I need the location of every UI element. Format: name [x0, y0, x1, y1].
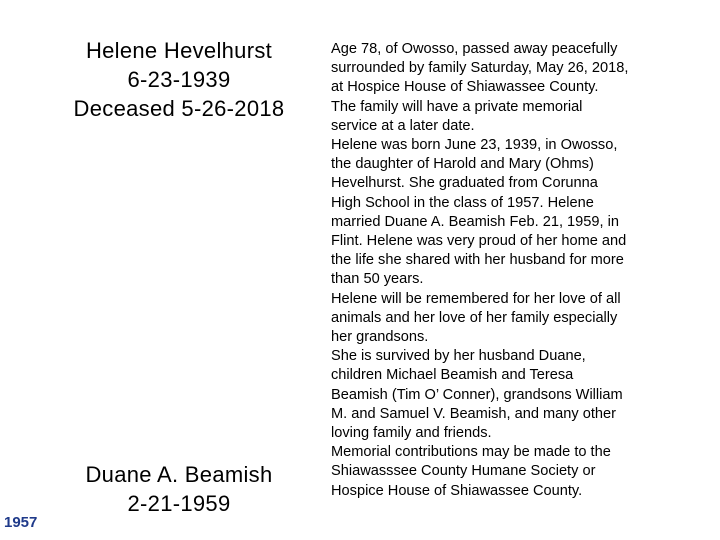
obituary-line: Hevelhurst. She graduated from Corunna	[331, 175, 598, 192]
obituary-line: Beamish (Tim O’ Conner), grandsons William	[331, 386, 623, 403]
birth-date: 6-23-1939	[127, 67, 231, 92]
deceased-heading	[54, 36, 304, 123]
obituary-line: her grandsons.	[331, 329, 429, 346]
marriage-date: 2-21-1959	[127, 491, 231, 516]
obituary-line: High School in the class of 1957. Helene	[331, 194, 594, 211]
obituary-line: the daughter of Harold and Mary (Ohms)	[331, 156, 594, 173]
year-label: 1957	[4, 514, 38, 531]
obituary-line: animals and her love of her family especially	[331, 309, 618, 326]
obituary-line: than 50 years.	[331, 271, 424, 288]
deceased-name: Helene Hevelhurst	[85, 38, 273, 63]
spouse-name: Duane A. Beamish	[85, 462, 273, 487]
obituary-line: Shiawasssee County Humane Society or	[331, 463, 596, 480]
obituary-line: The family will have a private memorial	[331, 98, 583, 115]
obituary-line: surrounded by family Saturday, May 26, 2018,	[331, 60, 629, 77]
obituary-line: the life she shared with her husband for more	[331, 252, 624, 269]
obituary-line: Flint. Helene was very proud of her home and	[331, 233, 627, 250]
obituary-line: Helene will be remembered for her love of all	[331, 290, 621, 307]
obituary-line: service at a later date.	[331, 117, 475, 134]
obituary-line: Hospice House of Shiawassee County.	[331, 482, 583, 499]
spouse-heading	[54, 460, 304, 518]
obituary-line: She is survived by her husband Duane,	[331, 348, 586, 365]
obituary-line: married Duane A. Beamish Feb. 21, 1959, in	[331, 213, 619, 230]
obituary-line: Age 78, of Owosso, passed away peacefully	[331, 41, 618, 57]
obituary-line: at Hospice House of Shiawassee County.	[331, 79, 599, 96]
obituary-line: Helene was born June 23, 1939, in Owosso,	[331, 137, 618, 154]
obituary-line: children Michael Beamish and Teresa	[331, 367, 574, 384]
obituary-line: Memorial contributions may be made to the	[331, 444, 611, 461]
death-date: Deceased 5-26-2018	[73, 96, 285, 121]
obituary-line: M. and Samuel V. Beamish, and many other	[331, 405, 617, 422]
obituary-line: loving family and friends.	[331, 425, 492, 442]
obituary-text	[331, 40, 711, 501]
